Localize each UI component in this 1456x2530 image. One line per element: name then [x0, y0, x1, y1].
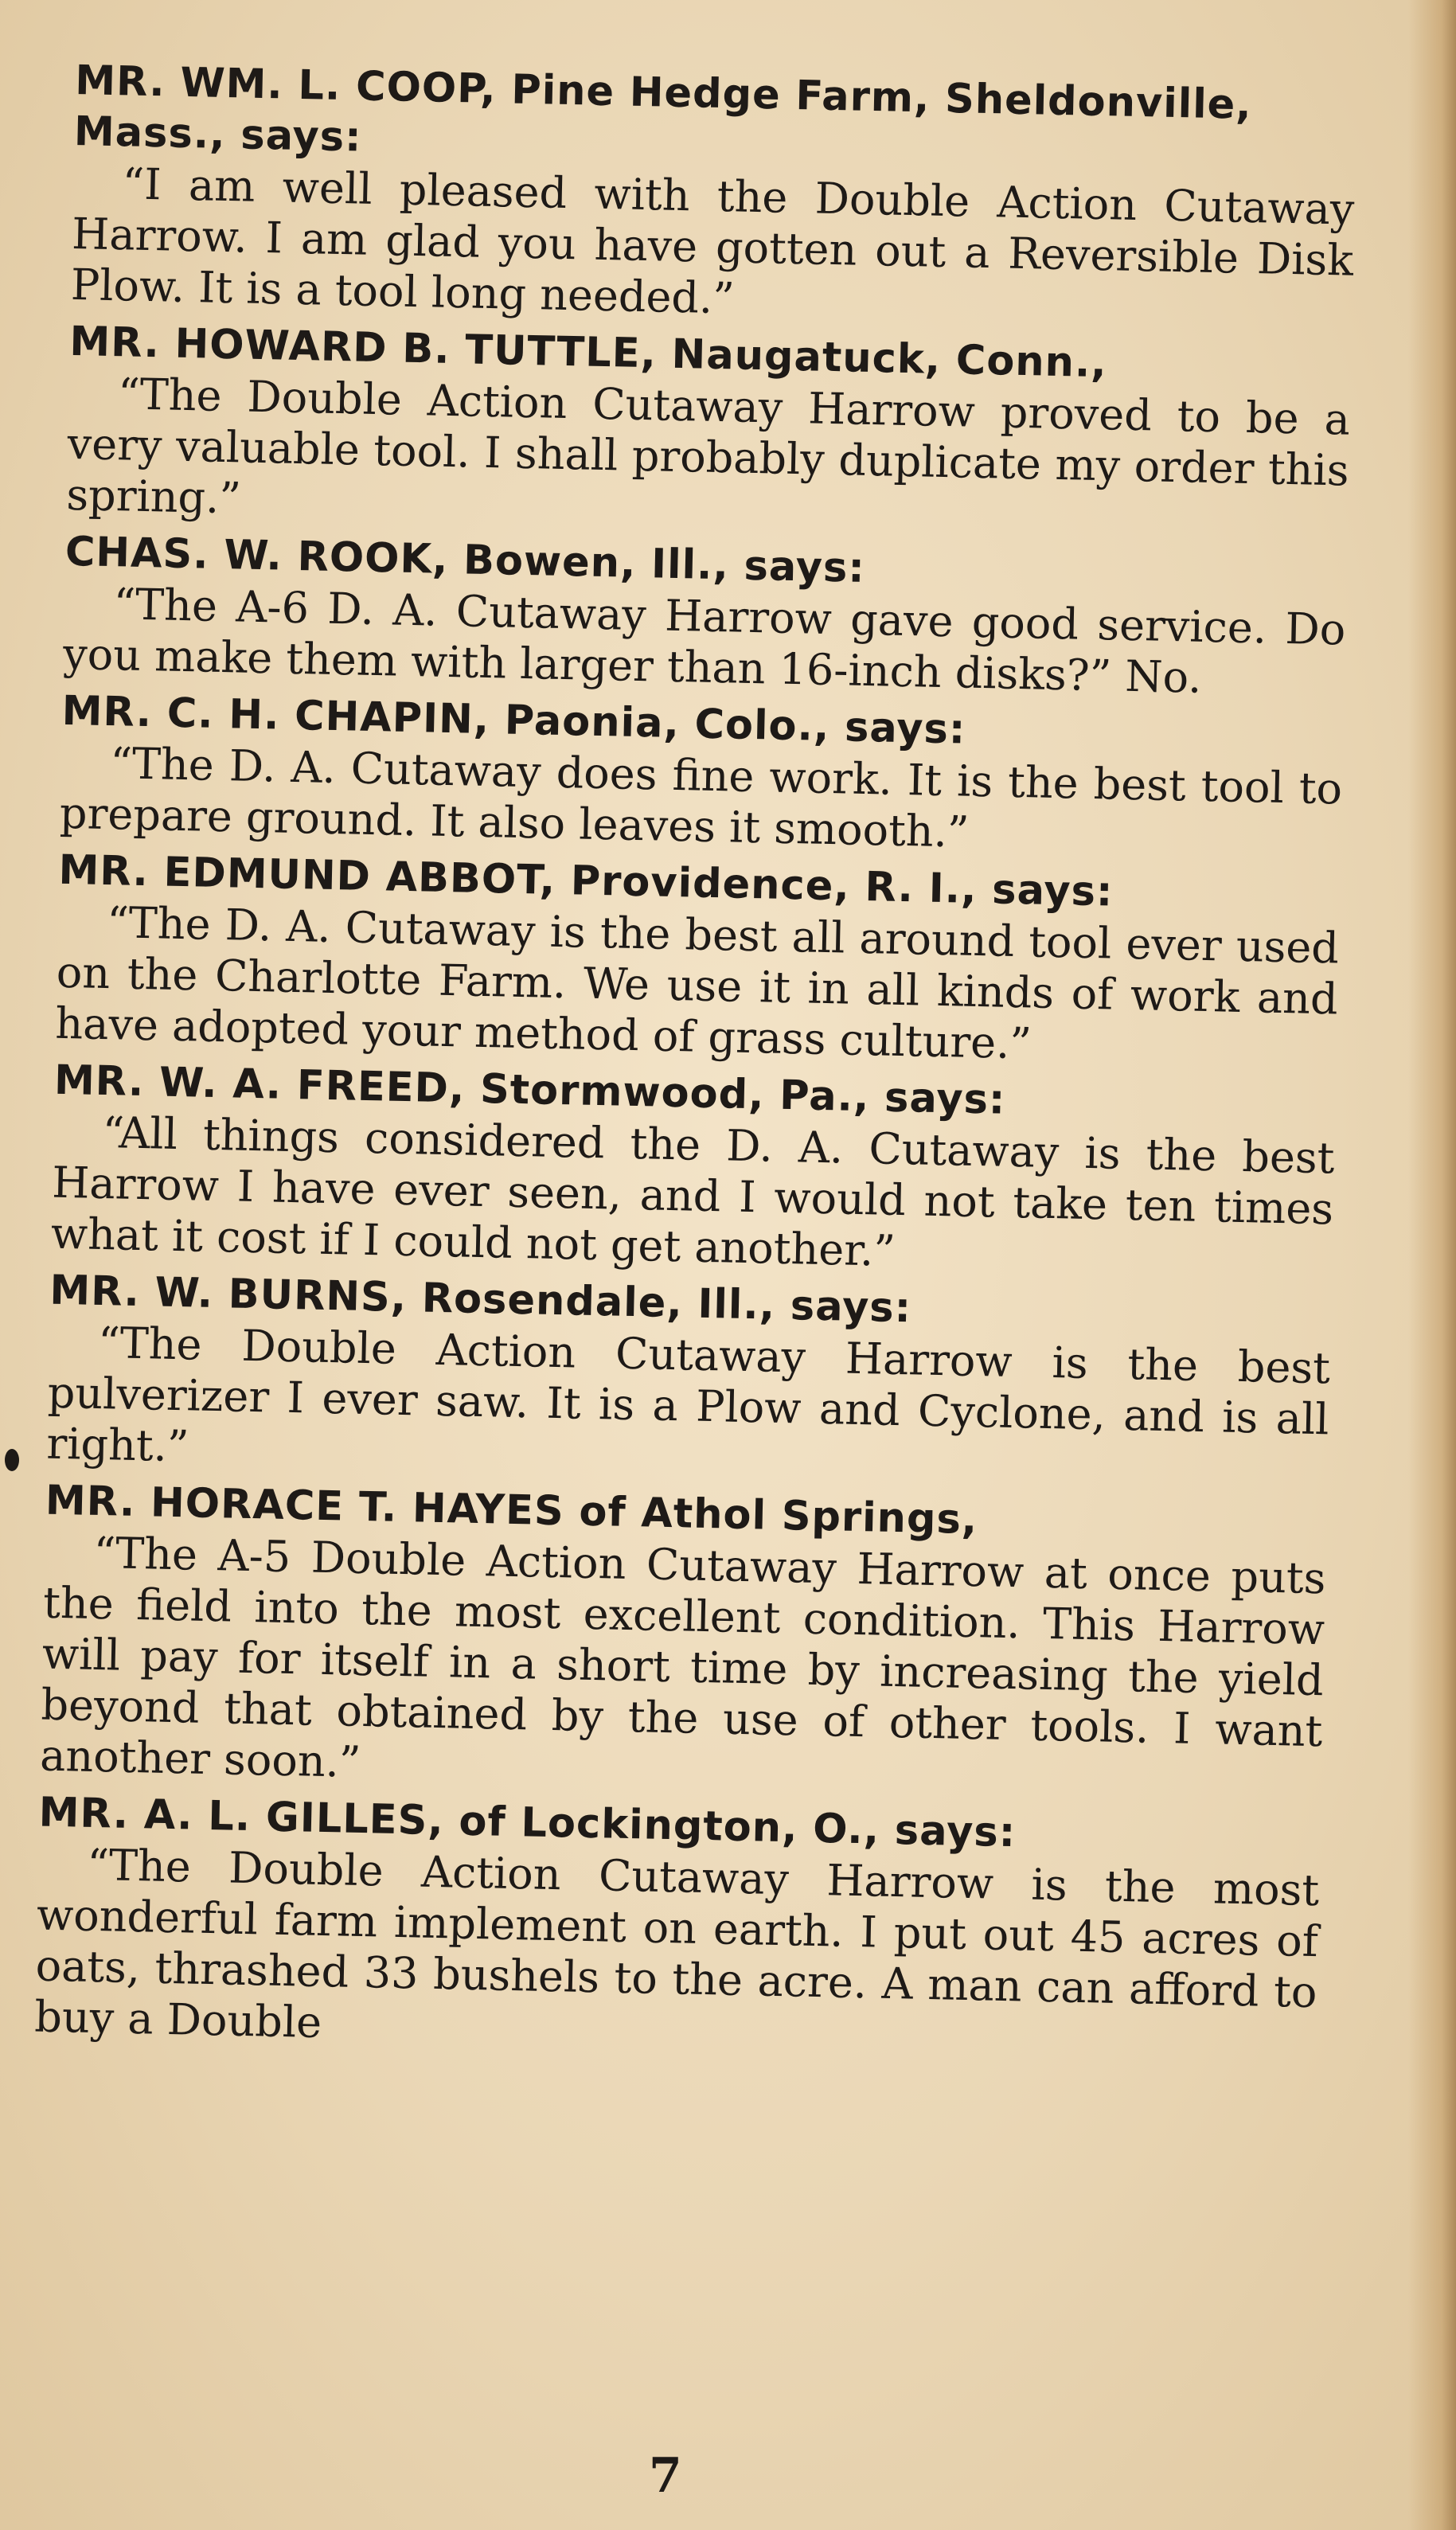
- testimonial-entry: [46, 1266, 1332, 1497]
- testimonial-entry: [40, 1476, 1328, 1809]
- testimonial-heading: MR. EDMUND ABBOT, Providence, R. I., says:: [57, 846, 1114, 916]
- testimonial-quote: “The D. A. Cutaway does fine work. It is the best tool to prepare ground. It also leaves it smooth.”: [59, 738, 1343, 857]
- testimonial-heading: MR. HORACE T. HAYES of Athol Springs,: [45, 1477, 978, 1544]
- testimonial-heading: MR. HOWARD B. TUTTLE, Naugatuck, Conn.,: [68, 318, 1108, 388]
- testimonial-quote: “The D. A. Cutaway is the best all around tool ever used on the Charlotte Farm. We use it in all kinds of work and have adopted your method of grass culture.”: [54, 897, 1340, 1069]
- testimonial-heading: MR. C. H. CHAPIN, Paonia, Colo., says:: [61, 687, 966, 754]
- testimonial-heading: MR. A. L. GILLES, of Lockington, O., says:: [38, 1789, 1017, 1857]
- testimonial-quote: “The Double Action Cutaway Harrow proved to be a very valuable tool. I shall probably duplicate my order this spring.”: [65, 369, 1351, 524]
- testimonials-column: [25, 56, 1356, 2470]
- testimonial-quote: “All things considered the D. A. Cutaway is the best Harrow I have ever seen, and I would not take ten times what it cost if I could not get another.”: [50, 1107, 1336, 1276]
- testimonial-entry: [55, 845, 1341, 1076]
- page-spine-shadow: [1408, 0, 1456, 2530]
- testimonial-entry: [34, 1788, 1321, 2070]
- testimonial-entry: [66, 317, 1352, 548]
- testimonial-entry: [63, 527, 1348, 707]
- testimonial-entry: [70, 56, 1356, 338]
- testimonial-quote: “The Double Action Cutaway Harrow is the most wonderful farm implement on earth. I put out 45 acres of oats, thrashed 33 bushels to the acre. A man can afford to buy a Double: [33, 1839, 1320, 2048]
- testimonial-heading: MR. W. BURNS, Rosendale, Ill., says:: [49, 1267, 912, 1333]
- testimonial-heading: MR. W. A. FREED, Stormwood, Pa., says:: [53, 1056, 1006, 1124]
- testimonial-entry: [50, 1056, 1336, 1286]
- testimonial-entry: [59, 686, 1344, 866]
- ink-blot-mark: [5, 1449, 19, 1471]
- page-number: 7: [649, 2448, 682, 2504]
- testimonial-quote: “The A-6 D. A. Cutaway Harrow gave good service. Do you make them with larger than 16-inch disks?” No.: [62, 579, 1346, 703]
- testimonial-heading: MR. WM. L. COOP, Pine Hedge Farm, Sheldonville, Mass., says:: [73, 57, 1253, 162]
- testimonial-quote: “I am well pleased with the Double Action Cutaway Harrow. I am glad you have gotten out a Reversible Disk Plow. It is a tool long needed.”: [70, 158, 1355, 324]
- testimonial-quote: “The Double Action Cutaway Harrow is the best pulverizer I ever saw. It is a Plow and Cyclone, and is all right.”: [45, 1317, 1331, 1472]
- testimonial-quote: “The A-5 Double Action Cutaway Harrow at once puts the field into the most excellent condition. This Harrow will pay for itself in a short time by increasing the yield beyond that obtained by the use of other tools. I want another soon.”: [39, 1527, 1326, 1787]
- testimonial-heading: CHAS. W. ROOK, Bowen, Ill., says:: [64, 528, 866, 592]
